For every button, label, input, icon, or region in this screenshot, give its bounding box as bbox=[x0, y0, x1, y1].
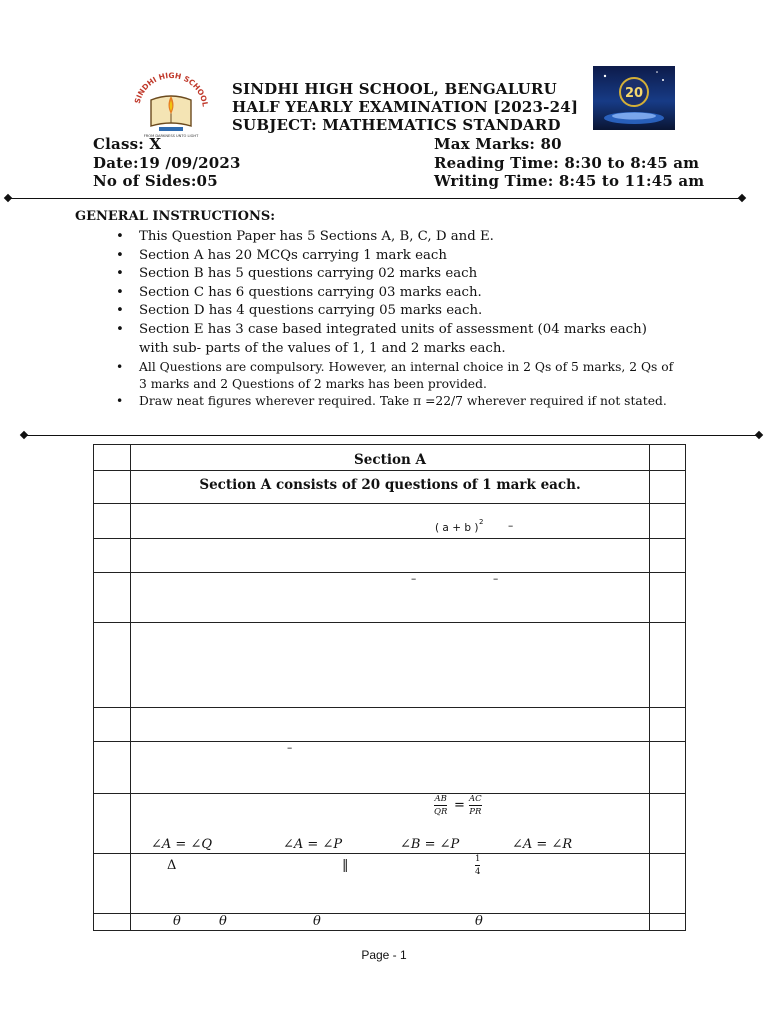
table-row bbox=[94, 794, 686, 854]
q1-dash: – bbox=[508, 520, 514, 532]
question-table bbox=[93, 444, 686, 931]
fraction-ab-qr: AB QR bbox=[434, 794, 448, 817]
max-marks: Max Marks: 80 bbox=[434, 135, 562, 153]
q1-exponent: 2 bbox=[479, 518, 484, 526]
table-row bbox=[94, 914, 686, 931]
theta-symbol: θ bbox=[219, 914, 227, 929]
instruction-item: • Section A has 20 MCQs carrying 1 mark each bbox=[116, 247, 676, 266]
table-row bbox=[94, 573, 686, 623]
subject-title: SUBJECT: MATHEMATICS STANDARD bbox=[232, 116, 561, 134]
instruction-item: • Section C has 6 questions carrying 03 marks each. bbox=[116, 284, 676, 303]
school-logo bbox=[131, 70, 211, 138]
logo-motto: FROM DARKNESS UNTO LIGHT bbox=[143, 134, 199, 138]
table-row bbox=[94, 504, 686, 539]
table-row bbox=[94, 854, 686, 914]
section-title: Section A bbox=[354, 452, 426, 468]
theta-symbol: θ bbox=[313, 914, 321, 929]
writing-time: Writing Time: 8:45 to 11:45 am bbox=[434, 172, 705, 190]
exam-title: HALF YEARLY EXAMINATION [2023-24] bbox=[232, 98, 579, 116]
fraction-one-quarter: 1 4 bbox=[475, 854, 481, 877]
triangle-symbol: Δ bbox=[167, 858, 177, 873]
table-row bbox=[94, 742, 686, 794]
fraction-ac-pr: AC PR bbox=[469, 794, 482, 817]
instructions-list bbox=[116, 228, 676, 410]
class-label: Class: X bbox=[93, 135, 162, 153]
fraction-equals: = bbox=[454, 798, 465, 813]
q1-expression: ( a + b ) bbox=[435, 522, 479, 534]
anniversary-badge bbox=[593, 66, 675, 130]
number-of-sides: No of Sides:05 bbox=[93, 172, 218, 190]
table-row bbox=[94, 708, 686, 742]
page-number: Page - 1 bbox=[361, 948, 407, 962]
instructions-title: GENERAL INSTRUCTIONS: bbox=[75, 209, 276, 224]
q3-dash-1: – bbox=[411, 573, 417, 585]
option-b: ∠A = ∠P bbox=[283, 837, 343, 852]
table-row bbox=[94, 471, 686, 504]
option-a: ∠A = ∠Q bbox=[151, 837, 212, 852]
parallel-symbol: ‖ bbox=[342, 858, 349, 873]
instruction-item: • All Questions are compulsory. However, an internal choice in 2 Qs of 5 marks, 2 Qs of 3 marks and 2 Questions of 2 marks has been provided. bbox=[116, 359, 676, 392]
badge-text: 20 bbox=[624, 86, 644, 101]
theta-symbol: θ bbox=[475, 914, 483, 929]
instruction-item: • Section D has 4 questions carrying 05 marks each. bbox=[116, 302, 676, 321]
school-name: SINDHI HIGH SCHOOL, BENGALURU bbox=[232, 80, 557, 98]
table-row bbox=[94, 445, 686, 471]
instruction-item: • This Question Paper has 5 Sections A, B, C, D and E. bbox=[116, 228, 676, 247]
instruction-item: • Section E has 3 case based integrated units of assessment (04 marks each) with sub- parts of the values of 1, 1 and 2 marks each. bbox=[116, 321, 676, 358]
table-row bbox=[94, 623, 686, 708]
exam-date: Date:19 /09/2023 bbox=[93, 154, 241, 172]
table-row bbox=[94, 539, 686, 573]
instruction-item: • Section B has 5 questions carrying 02 marks each bbox=[116, 265, 676, 284]
option-d: ∠A = ∠R bbox=[512, 837, 573, 852]
section-subtitle: Section A consists of 20 questions of 1 mark each. bbox=[199, 477, 581, 493]
q6-dash: – bbox=[287, 742, 293, 754]
theta-symbol: θ bbox=[173, 914, 181, 929]
option-c: ∠B = ∠P bbox=[400, 837, 460, 852]
reading-time: Reading Time: 8:30 to 8:45 am bbox=[434, 154, 700, 172]
q3-dash-2: – bbox=[493, 573, 499, 585]
logo-text: SINDHI HIGH SCHOOL bbox=[132, 70, 210, 108]
instruction-item: • Draw neat figures wherever required. Take π =22/7 wherever required if not stated. bbox=[116, 393, 676, 410]
